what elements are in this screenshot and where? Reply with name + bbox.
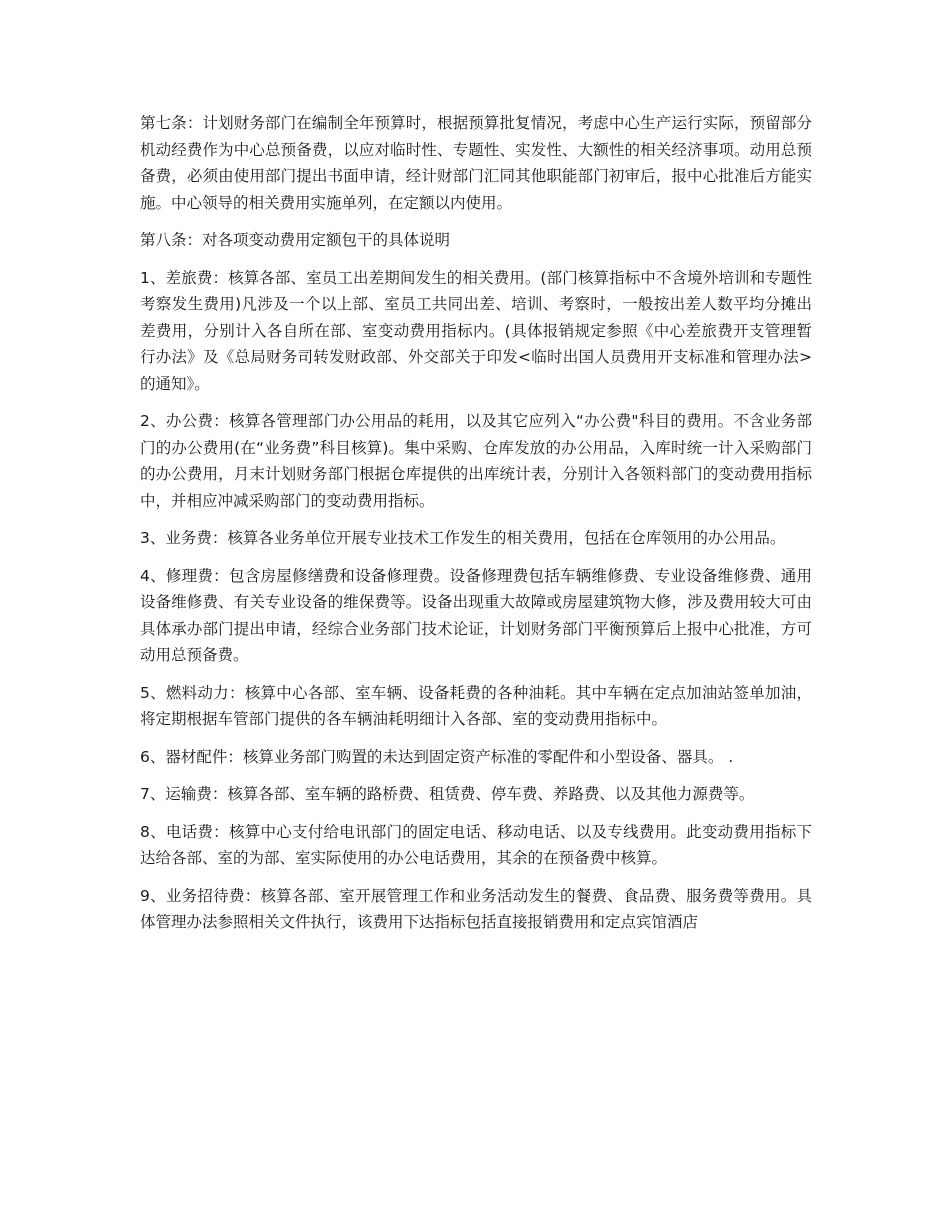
- item-2-office-expenses: 2、办公费：核算各管理部门办公用品的耗用，以及其它应列入“办公费"科目的费用。不含业务部门的办公费用(在“业务费”科目核算)。集中采购、仓库发放的办公用品，入库时统一计入采购部门的办公费用，月末计划财务部门根据仓库提供的出库统计表，分别计入各领料部门的变动费用指标中，并相应冲减采购部门的变动费用指标。: [140, 412, 812, 510]
- article-7-paragraph: 第七条：计划财务部门在编制全年预算时，根据预算批复情况，考虑中心生产运行实际，预留部分机动经费作为中心总预备费，以应对临时性、专题性、实发性、大额性的相关经济事项。动用总预备费，必须由使用部门提出书面申请，经计财部门汇同其他职能部门初审后，报中心批准后方能实施。中心领导的相关费用实施单列，在定额以内使用。: [140, 114, 812, 212]
- item-8-telephone-expenses: 8、电话费：核算中心支付给电讯部门的固定电话、移动电话、以及专线费用。此变动费用指标下达给各部、室的为部、室实际使用的办公电话费用，其余的在预备费中核算。: [140, 822, 812, 867]
- item-4-repair-expenses: 4、修理费：包含房屋修缮费和设备修理费。设备修理费包括车辆维修费、专业设备维修费、通用设备维修费、有关专业设备的维保费等。设备出现重大故障或房屋建筑物大修，涉及费用较大可由具体承办部门提出申请，经综合业务部门技术论证，计划财务部门平衡预算后上报中心批准，方可动用总预备费。: [140, 566, 812, 664]
- document-body: [140, 110, 812, 947]
- item-5-fuel-power: 5、燃料动力：核算中心各部、室车辆、设备耗费的各种油耗。其中车辆在定点加油站签单加油，将定期根据车管部门提供的各车辆油耗明细计入各部、室的变动费用指标中。: [140, 683, 812, 728]
- article-8-heading: 第八条：对各项变动费用定额包干的具体说明: [140, 231, 451, 249]
- item-7-transport-expenses: 7、运输费：核算各部、室车辆的路桥费、租赁费、停车费、养路费、以及其他力源费等。: [140, 785, 755, 803]
- item-9-entertainment-expenses: 9、业务招待费：核算各部、室开展管理工作和业务活动发生的餐费、食品费、服务费等费用。具体管理办法参照相关文件执行，该费用下达指标包括直接报销费用和定点宾馆酒店: [140, 886, 812, 931]
- item-3-business-expenses: 3、业务费：核算各业务单位开展专业技术工作发生的相关费用，包括在仓库领用的办公用品。: [140, 529, 786, 547]
- item-1-travel-expenses: 1、差旅费：核算各部、室员工出差期间发生的相关费用。(部门核算指标中不含境外培训和专题性考察发生费用)凡涉及一个以上部、室员工共同出差、培训、考察时，一般按出差人数平均分摊出差费用，分别计入各自所在部、室变动费用指标内。(具体报销规定参照《中心差旅费开支管理暂行办法》及《总局财务司转发财政部、外交部关于印发<临时出国人员费用开支标准和管理办法>的通知》。: [140, 268, 812, 393]
- item-6-equipment-parts: 6、器材配件：核算业务部门购置的未达到固定资产标准的零配件和小型设备、器具。 .: [140, 747, 734, 766]
